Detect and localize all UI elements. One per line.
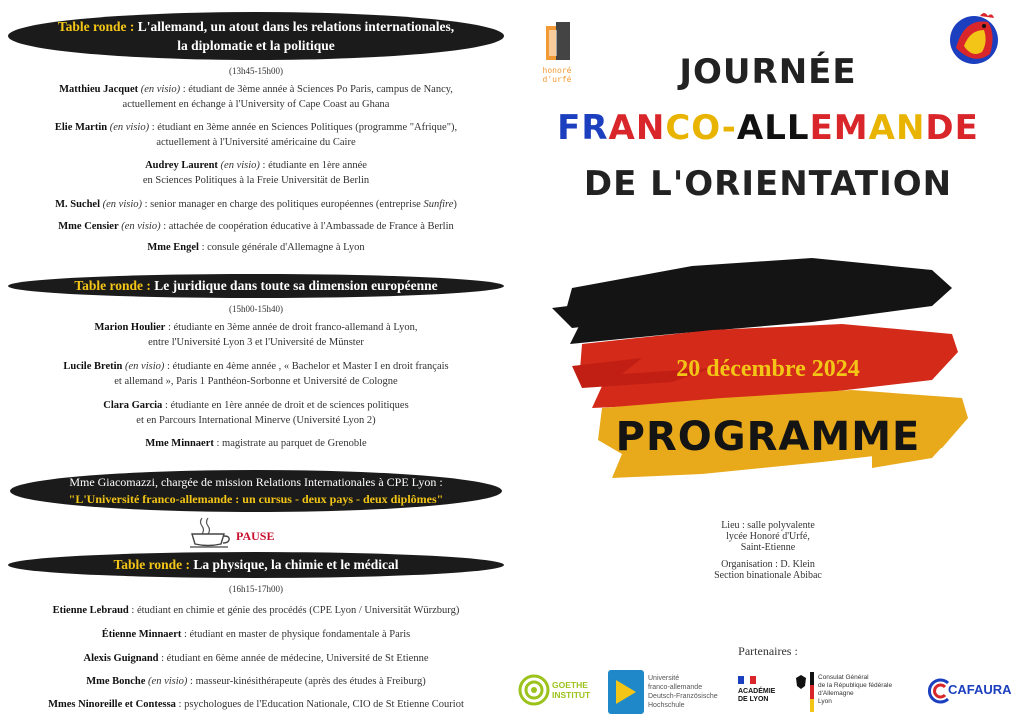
special-talk-title: "L'Université franco-allemande : un cursus - deux pays - deux diplômes": [68, 492, 444, 506]
school-logo-text: honoré d'urfé: [542, 66, 572, 84]
programme-heading: PROGRAMME: [615, 414, 921, 460]
round-table-label: Table ronde :: [74, 278, 151, 293]
speaker-entry: Matthieu Jacquet (en visio) : étudiant de 3ème année à Sciences Po Paris, campus de Nancy, actuellement en échange à l'University of Cape Coast au Ghana: [59, 84, 453, 110]
round-table-title-line2: la diplomatie et la politique: [177, 38, 335, 53]
speaker-entry: M. Suchel (en visio) : senior manager en charge des politiques européennes (entreprise Sunfire): [55, 199, 457, 210]
speaker-entry: Marion Houlier : étudiante en 3ème année de droit franco-allemand à Lyon, entre l'Université Lyon 3 et l'Université de Münster: [94, 322, 418, 348]
speaker-entry: Audrey Laurent (en visio) : étudiante en 1ère année en Sciences Politiques à la Freie Universität de Berlin: [142, 160, 370, 186]
round-table-1-time: (13h45-15h00): [229, 66, 283, 76]
round-table-2-time: (15h00-15h40): [229, 304, 283, 314]
event-date: 20 décembre 2024: [676, 356, 860, 382]
cafaura-logo: CAFAURA: [926, 674, 1022, 714]
academie-de-lyon-logo: ACADÉMIE DE LYON: [738, 676, 788, 716]
title-line-2: FRANCO-ALLEMANDE: [557, 108, 979, 148]
round-table-2-header: [8, 274, 504, 298]
round-table-label: Table ronde :: [57, 19, 135, 34]
speaker-entry: Etienne Lebraud : étudiant en chimie et génie des procédés (CPE Lyon / Universität Würzburg): [52, 605, 460, 616]
round-table-title: La physique, la chimie et le médical: [193, 557, 399, 572]
speaker-entry: Mme Censier (en visio) : attachée de coopération éducative à l'Ambassade de France à Berlin: [58, 221, 454, 232]
partners-title: Partenaires :: [738, 644, 798, 658]
pause-label: PAUSE: [236, 529, 275, 543]
title-line-3: DE L'ORIENTATION: [583, 164, 953, 204]
speaker-entry: Mme Bonche (en visio) : masseur-kinésithérapeute (après des études à Freiburg): [86, 676, 426, 687]
organisation-info: Organisation : D. Klein Section binationale Abibac: [714, 559, 822, 581]
special-talk-banner: Mme Giacomazzi, chargée de mission Relations Internationales à CPE Lyon : "L'Université franco-allemande : un cursus - deux pays - deux diplômes": [10, 470, 502, 512]
goethe-institut-logo: GOETHE INSTITUT: [518, 672, 606, 712]
speaker-entry: Mme Minnaert : magistrate au parquet de Grenoble: [145, 438, 367, 449]
speaker-entry: Mmes Ninoreille et Contessa : psychologues de l'Education Nationale, CIO de St Etienne Couriot: [48, 699, 464, 710]
title-line-1: JOURNÉE: [679, 52, 857, 92]
round-table-title: Le juridique dans toute sa dimension européenne: [154, 278, 438, 293]
speaker-entry: Mme Engel : consule générale d'Allemagne à Lyon: [147, 242, 365, 253]
coffee-cup-icon: [188, 516, 232, 548]
special-speaker-name: Mme Giacomazzi: [69, 475, 155, 489]
speaker-entry: Alexis Guignand : étudiant en 6ème année de médecine, Université de St Etienne: [83, 653, 429, 664]
round-table-3-time: (16h15-17h00): [229, 584, 283, 594]
venue-info: Lieu : salle polyvalente lycée Honoré d'Urfé, Saint-Etienne: [721, 520, 815, 553]
round-table-1-header: [8, 12, 504, 60]
round-table-label: Table ronde :: [113, 557, 191, 572]
consulat-general-logo: Consulat Général de la République fédérale d'Allemagne Lyon: [794, 672, 924, 716]
speaker-entry: Étienne Minnaert : étudiant en master de physique fondamentale à Paris: [101, 629, 411, 640]
speaker-entry: Lucile Bretin (en visio) : étudiante en 4ème année , « Bachelor et Master I en droit français et allemand », Paris 1 Panthéon-Sorbonne et Université de Cologne: [63, 361, 449, 387]
pause-block: [188, 516, 318, 548]
round-table-title: L'allemand, un atout dans les relations internationales,: [137, 19, 455, 34]
ufa-dfh-logo: Université franco-allemande Deutsch-Französische Hochschule: [608, 670, 728, 718]
speaker-entry: Clara Garcia : étudiante en 1ère année de droit et de sciences politiques et en Parcours International Minerve (Université Lyon 2): [103, 400, 409, 426]
round-table-3-header: [8, 552, 504, 578]
cover-column: [512, 0, 1024, 724]
speaker-entry: Elie Martin (en visio) : étudiant en 3ème année en Sciences Politiques (programme "Afrique"), actuellement à l'Université américaine du Caire: [54, 122, 458, 148]
